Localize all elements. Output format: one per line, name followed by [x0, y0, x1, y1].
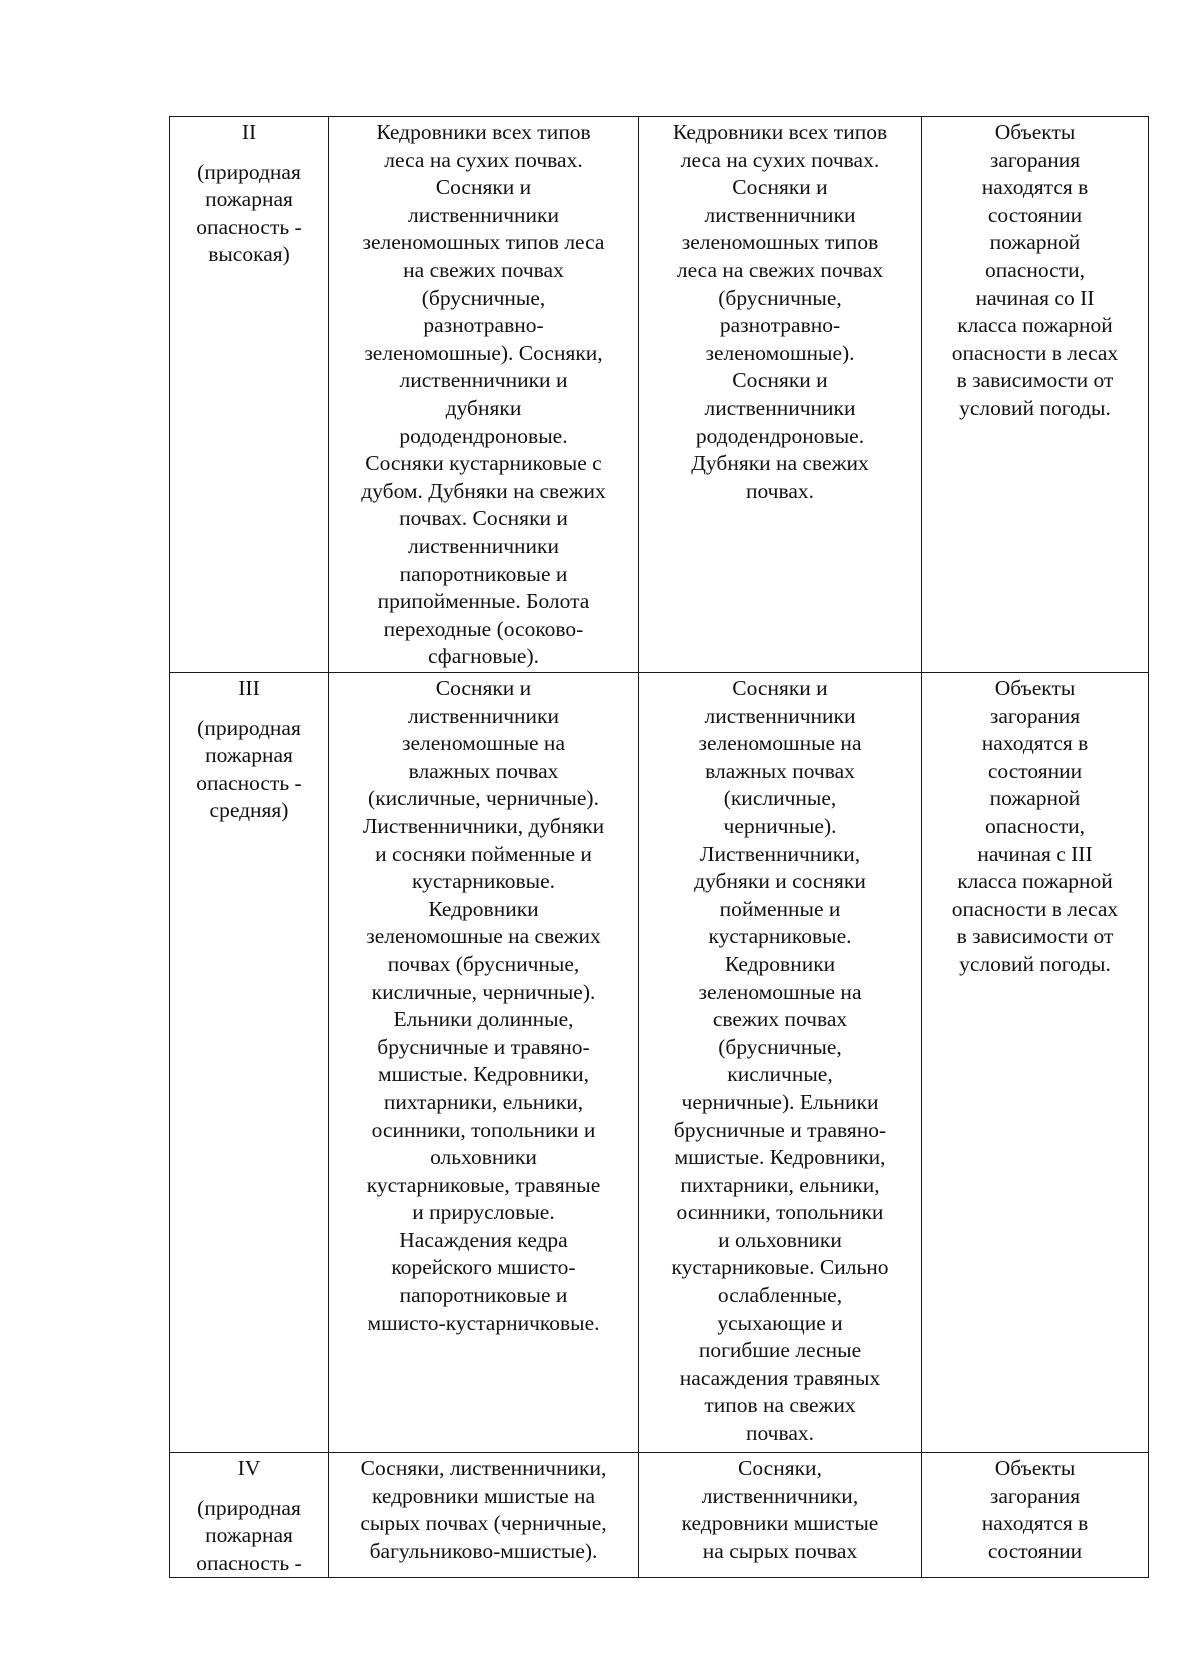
class-cell: [170, 673, 329, 1453]
ignition-objects-cell: Объекты загорания находятся в состоянии пожарной опасности, начиная со II класса пожарной опасности в лесах в зависимости от условий погоды.: [922, 117, 1149, 673]
forest-types-cell-alt: Кедровники всех типов леса на сухих почвах. Сосняки и лиственничники зеленомошных типов леса на свежих почвах (брусничные, разнотравно- зеленомошные). Сосняки и лиственничники рододендроновые. Дубняки на свежих почвах.: [639, 117, 922, 673]
forest-types-cell: Кедровники всех типов леса на сухих почвах. Сосняки и лиственничники зеленомошных типов леса на свежих почвах (брусничные, разнотравно- зеленомошные). Сосняки, лиственничники и дубняки рододендроновые. Сосняки кустарниковые с дубом. Дубняки на свежих почвах. Сосняки и лиственничники папоротниковые и припойменные. Болота переходные (осоково- сфагновые).: [329, 117, 639, 673]
class-cell: [170, 117, 329, 673]
class-numeral: II: [241, 120, 257, 144]
table-row: [170, 673, 1149, 1453]
fire-danger-table: [169, 116, 1149, 1578]
class-numeral: III: [238, 676, 260, 700]
forest-types-cell: Сосняки и лиственничники зеленомошные на влажных почвах (кисличные, черничные). Лиственничники, дубняки и сосняки пойменные и кустарниковые. Кедровники зеленомошные на свежих почвах (брусничные, кисличные, черничные). Ельники долинные, брусничные и травяно- мшистые. Кедровники, пихтарники, ельники, осинники, топольники и ольховники кустарниковые, травяные и прирусловые. Насаждения кедра корейского мшисто- папоротниковые и мшисто-кустарничковые.: [329, 673, 639, 1453]
ignition-objects-cell: Объекты загорания находятся в состоянии пожарной опасности, начиная с III класса пожарной опасности в лесах в зависимости от условий погоды.: [922, 673, 1149, 1453]
table-row: [170, 1453, 1149, 1578]
forest-types-cell: Сосняки, лиственничники, кедровники мшистые на сырых почвах (черничные, багульниково-мшистые).: [329, 1453, 639, 1578]
ignition-objects-cell: Объекты загорания находятся в состоянии: [922, 1453, 1149, 1578]
forest-types-cell-alt: Сосняки, лиственничники, кедровники мшистые на сырых почвах: [639, 1453, 922, 1578]
danger-level-text: (природная пожарная опасность -: [196, 1495, 302, 1575]
forest-types-cell-alt: Сосняки и лиственничники зеленомошные на влажных почвах (кисличные, черничные). Лиственничники, дубняки и сосняки пойменные и кустарниковые. Кедровники зеленомошные на свежих почвах (брусничные, кисличные, черничные). Ельники брусничные и травяно- мшистые. Кедровники, пихтарники, ельники, осинники, топольники и ольховники кустарниковые. Сильно ослабленные, усыхающие и погибшие лесные насаждения травяных типов на свежих почвах.: [639, 673, 922, 1453]
table-row: [170, 117, 1149, 673]
class-numeral: IV: [237, 1456, 261, 1480]
class-cell: [170, 1453, 329, 1578]
danger-level-text: (природная пожарная опасность - высокая): [196, 159, 302, 267]
danger-level-text: (природная пожарная опасность - средняя): [196, 715, 302, 823]
